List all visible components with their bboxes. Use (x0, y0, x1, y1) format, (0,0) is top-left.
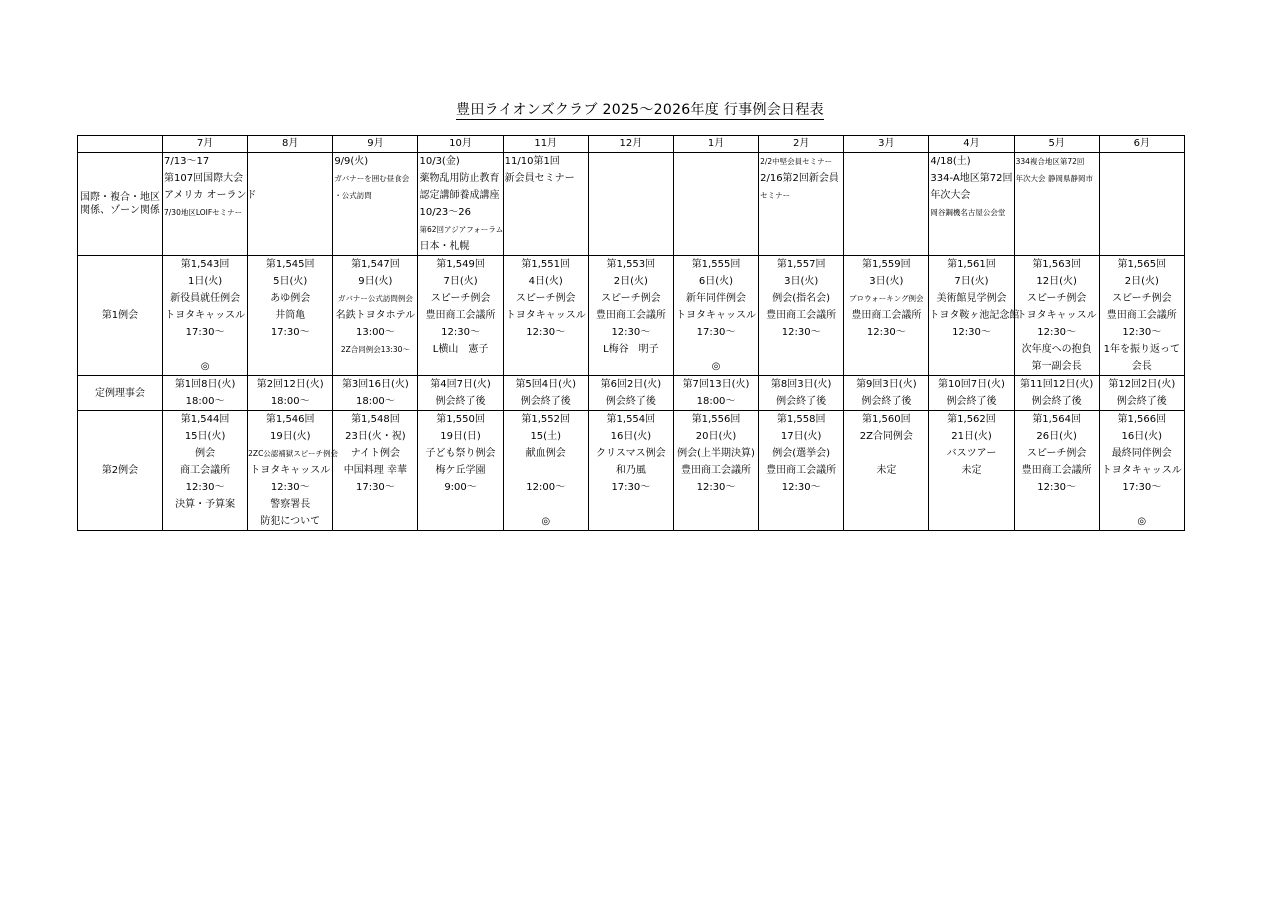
cell-line: 例会終了後 (861, 396, 912, 407)
cell-line: 19日(日) (440, 431, 481, 442)
cell-line: 15(土) (530, 431, 561, 442)
schedule-cell (588, 411, 673, 531)
cell-line: 例会(指名会) (772, 293, 831, 304)
cell-line: 第1,546回 (265, 414, 315, 425)
cell-line: 未定 (961, 465, 982, 476)
cell-line: 7日(火) (954, 276, 989, 287)
schedule-cell (1099, 376, 1184, 411)
cell-line: L梅谷 明子 (603, 344, 659, 355)
month-header: 2月 (759, 136, 844, 153)
cell-line: 4日(火) (528, 276, 563, 287)
cell-line: 第1,559回 (862, 259, 911, 270)
cell-line: 第1,565回 (1117, 259, 1167, 270)
schedule-cell (673, 153, 758, 256)
schedule-cell (844, 153, 929, 256)
cell-line: トヨタキャッスル (1016, 310, 1097, 321)
cell-line: 第1,550回 (436, 414, 485, 425)
cell-line: 例会(選挙会) (772, 448, 831, 459)
cell-line: 第1,547回 (351, 259, 400, 270)
cell-line (504, 462, 588, 479)
cell-line: 年次大会 静岡県静岡市 (1015, 174, 1093, 183)
cell-line: 第6回2日(火) (600, 379, 662, 390)
cell-line: 16日(火) (610, 431, 652, 442)
cell-line: 2/2中堅会員セミナー (760, 157, 833, 166)
cell-line: 第1,552回 (521, 414, 571, 425)
schedule-cell (588, 153, 673, 256)
cell-line: 第1,564回 (1032, 414, 1081, 425)
month-header: 10月 (418, 136, 503, 153)
month-header: 11月 (503, 136, 588, 153)
cell-line (504, 496, 588, 513)
cell-line: 12:30～ (1037, 482, 1077, 493)
cell-line: 次年度への抱負 (1021, 344, 1092, 355)
cell-line: スピーチ例会 (430, 293, 491, 304)
schedule-cell (248, 153, 333, 256)
cell-line: 10/3(金) (419, 156, 460, 167)
schedule-cell (503, 256, 588, 376)
cell-line: トヨタキャッスル (676, 310, 757, 321)
schedule-cell (418, 376, 503, 411)
month-header: 7月 (163, 136, 248, 153)
cell-line: 新役員就任例会 (170, 293, 241, 304)
cell-line: 18:00～ (696, 396, 736, 407)
schedule-cell (844, 411, 929, 531)
cell-line: 会長 (1131, 361, 1152, 372)
month-header: 6月 (1099, 136, 1184, 153)
cell-line: 認定講師養成講座 (419, 190, 500, 201)
schedule-cell (759, 411, 844, 531)
cell-line: 21日(火) (951, 431, 992, 442)
cell-line: 井筒亀 (275, 310, 306, 321)
cell-line: 例会終了後 (520, 396, 571, 407)
cell-line: 第1,555回 (691, 259, 741, 270)
cell-line: 第9回3日(火) (856, 379, 917, 390)
cell-line: 16日(火) (1121, 431, 1163, 442)
cell-line: スピーチ例会 (1111, 293, 1172, 304)
cell-line: 第1回8日(火) (174, 379, 236, 390)
cell-line: 17:30～ (611, 482, 651, 493)
cell-line: 5日(火) (273, 276, 308, 287)
schedule-cell (163, 376, 248, 411)
cell-line: 20日(火) (695, 431, 737, 442)
cell-line: トヨタキャッスル (505, 310, 586, 321)
cell-line: 第10回7日(火) (938, 379, 1005, 390)
cell-line: 梅ケ丘学園 (435, 465, 486, 476)
cell-line: スピーチ例会 (1026, 293, 1087, 304)
schedule-cell (333, 153, 418, 256)
month-header: 8月 (248, 136, 333, 153)
schedule-cell (759, 153, 844, 256)
cell-line: 新会員セミナー (504, 173, 575, 184)
cell-line: あゆ例会 (270, 293, 311, 304)
schedule-table (77, 135, 1185, 531)
cell-line: 例会終了後 (946, 396, 997, 407)
cell-line: 12:30～ (781, 482, 821, 493)
cell-line (844, 445, 928, 462)
cell-line: 2日(火) (613, 276, 648, 287)
cell-line: 1日(火) (187, 276, 223, 287)
schedule-cell (248, 256, 333, 376)
cell-line: 第4回7日(火) (430, 379, 491, 390)
cell-line: 17:30～ (1122, 482, 1162, 493)
cell-line: 第8回3日(火) (770, 379, 832, 390)
row-label: 定例理事会 (78, 376, 163, 411)
cell-line: 12:30～ (1037, 327, 1077, 338)
cell-line: 岡谷鋼機名古屋公会堂 (930, 208, 1006, 217)
cell-line: 例会 (195, 448, 216, 459)
cell-line: 第5回4日(火) (515, 379, 576, 390)
cell-line: 9:00～ (444, 482, 477, 493)
cell-line: 6日(火) (698, 276, 734, 287)
cell-line: 第1,556回 (691, 414, 741, 425)
cell-line: 第2回12日(火) (256, 379, 324, 390)
schedule-cell (929, 153, 1014, 256)
cell-line: 10/23～26 (419, 207, 472, 218)
cell-line: 和乃風 (615, 465, 646, 476)
cell-line: 決算・予算案 (175, 499, 236, 510)
cell-line: 12:30～ (866, 327, 906, 338)
cell-line: 中国料理 幸華 (343, 465, 407, 476)
cell-line: アメリカ オーランド (164, 190, 257, 201)
month-header: 12月 (588, 136, 673, 153)
cell-line: 12日(火) (1036, 276, 1077, 287)
cell-line: セミナー (760, 191, 791, 200)
cell-line (163, 341, 247, 358)
cell-line: 12:30～ (526, 327, 566, 338)
cell-line: 2Z合同例会13:30～ (340, 345, 410, 354)
schedule-cell (844, 376, 929, 411)
cell-line: 防犯について (260, 516, 321, 527)
cell-line: 豊田商工会議所 (1021, 465, 1092, 476)
cell-line: 12:30～ (270, 482, 310, 493)
schedule-row-r4 (78, 411, 1185, 531)
cell-line (1100, 496, 1184, 513)
cell-line: 第11回12日(火) (1020, 379, 1094, 390)
cell-line: スピーチ例会 (515, 293, 576, 304)
cell-line: 12:30～ (185, 482, 225, 493)
cell-line: 9/9(火) (334, 156, 369, 167)
cell-line: 第1,545回 (265, 259, 315, 270)
cell-line: 第一副会長 (1031, 361, 1082, 372)
double-circle-mark: ◎ (711, 361, 721, 372)
schedule-cell (929, 376, 1014, 411)
cell-line: 7日(火) (443, 276, 478, 287)
schedule-cell (418, 411, 503, 531)
schedule-row-r1 (78, 153, 1185, 256)
header-row (78, 136, 1185, 153)
cell-line: 豊田商工会議所 (851, 310, 922, 321)
cell-line: トヨタ鞍ヶ池記念館 (929, 310, 1020, 321)
cell-line: 年次大会 (930, 190, 971, 201)
cell-line: 第7回13日(火) (682, 379, 750, 390)
schedule-cell (929, 256, 1020, 376)
cell-line: ガバナーを囲む昼食会 (334, 174, 410, 183)
schedule-cell (844, 256, 929, 376)
schedule-cell (163, 153, 257, 256)
cell-line: 第1,562回 (947, 414, 996, 425)
cell-line: 9日(火) (358, 276, 393, 287)
cell-line: 12:30～ (611, 327, 651, 338)
title-text: 豊田ライオンズクラブ 2025～2026年度 行事例会日程表 (456, 102, 824, 118)
cell-line: 17日(火) (780, 431, 822, 442)
cell-line: 例会終了後 (435, 396, 486, 407)
schedule-cell (163, 411, 248, 531)
cell-line: 7/13～17 (164, 156, 210, 167)
cell-line: ブロウォーキング例会 (849, 294, 924, 303)
cell-line: 最終同伴例会 (1111, 448, 1172, 459)
schedule-cell (248, 411, 339, 531)
schedule-cell (333, 411, 418, 531)
row-label: 第1例会 (78, 256, 163, 376)
schedule-cell (588, 376, 673, 411)
schedule-cell (163, 256, 248, 376)
cell-line: 未定 (876, 465, 897, 476)
schedule-cell (503, 411, 588, 531)
cell-line: 18:00～ (270, 396, 310, 407)
cell-line: バスツアー (946, 448, 997, 459)
cell-line: 13:00～ (355, 327, 395, 338)
cell-line: 3日(火) (784, 276, 819, 287)
cell-line: 12:30～ (1122, 327, 1162, 338)
cell-line: 17:30～ (696, 327, 736, 338)
schedule-cell (503, 153, 588, 256)
cell-line: 第1,551回 (521, 259, 571, 270)
cell-line: 第1,543回 (180, 259, 230, 270)
month-header: 1月 (673, 136, 758, 153)
cell-line: 第1,560回 (862, 414, 911, 425)
cell-line: 4/18(土) (930, 156, 971, 167)
schedule-cell (1014, 256, 1099, 376)
cell-line: 7/30地区LOIFセミナー (164, 208, 243, 217)
cell-line: 例会終了後 (776, 396, 827, 407)
schedule-cell (418, 153, 503, 256)
cell-line: 子ども祭り例会 (425, 448, 496, 459)
cell-line: 豊田商工会議所 (1106, 310, 1177, 321)
cell-line: 334-A地区第72回 (930, 173, 1013, 184)
cell-line: 第107回国際大会 (164, 173, 244, 184)
cell-line: 15日(火) (184, 431, 226, 442)
schedule-row-r2 (78, 256, 1185, 376)
cell-line: 2日(火) (1124, 276, 1159, 287)
cell-line: 日本・札幌 (419, 241, 470, 252)
cell-line: 12:30～ (441, 327, 480, 338)
cell-line: 第1,553回 (606, 259, 656, 270)
double-circle-mark: ◎ (200, 361, 210, 372)
cell-line: 17:30～ (270, 327, 310, 338)
cell-line: 第1,557回 (776, 259, 826, 270)
cell-line (674, 341, 758, 358)
cell-line: 3日(火) (869, 276, 904, 287)
cell-line: 第1,544回 (180, 414, 230, 425)
cell-line: 豊田商工会議所 (681, 465, 752, 476)
month-header: 9月 (333, 136, 418, 153)
row-label: 国際・複合・地区関係、ゾーン関係 (78, 153, 163, 256)
schedule-cell (333, 256, 418, 376)
header-corner (78, 136, 163, 153)
schedule-cell (673, 256, 758, 376)
schedule-cell (1014, 411, 1099, 531)
cell-line: 第12回2日(火) (1108, 379, 1176, 390)
cell-line: ナイト例会 (350, 448, 401, 459)
cell-line: スピーチ例会 (601, 293, 661, 304)
cell-line: 商工会議所 (180, 465, 231, 476)
double-circle-mark: ◎ (541, 516, 551, 527)
cell-line: 第1,561回 (947, 259, 996, 270)
month-header: 4月 (929, 136, 1014, 153)
month-header: 5月 (1014, 136, 1099, 153)
cell-line: 第3回16日(火) (341, 379, 409, 390)
cell-line: 第1,563回 (1032, 259, 1081, 270)
cell-line: 第1,566回 (1117, 414, 1167, 425)
cell-line: 献血例会 (525, 448, 566, 459)
cell-line: 12:30～ (696, 482, 736, 493)
cell-line: ガバナー公式訪問例会 (337, 294, 413, 303)
cell-line: 例会(上半期決算) (677, 448, 755, 459)
cell-line: 例会終了後 (1116, 396, 1167, 407)
cell-line: 例会終了後 (605, 396, 656, 407)
cell-line: 第1,548回 (351, 414, 400, 425)
cell-line: 第1,549回 (436, 259, 485, 270)
cell-line: 12:30～ (952, 327, 991, 338)
cell-line: 18:00～ (355, 396, 395, 407)
schedule-row-r3 (78, 376, 1185, 411)
cell-line: 豊田商工会議所 (766, 465, 837, 476)
schedule-cell (1099, 153, 1184, 256)
month-header: 3月 (844, 136, 929, 153)
cell-line: 12:30～ (781, 327, 821, 338)
cell-line: 11/10第1回 (504, 156, 560, 167)
schedule-cell (248, 376, 333, 411)
schedule-cell (1099, 256, 1184, 376)
cell-line: 1年を振り返って (1103, 344, 1180, 355)
schedule-cell (759, 376, 844, 411)
cell-line: 2ZC公認補獄スピーチ例会 (248, 449, 339, 458)
cell-line: 17:30～ (355, 482, 395, 493)
schedule-cell (673, 411, 758, 531)
schedule-cell (333, 376, 418, 411)
cell-line: トヨタキャッスル (1101, 465, 1182, 476)
page-title (0, 99, 1280, 119)
cell-line: スピーチ例会 (1026, 448, 1087, 459)
cell-line: 第1,554回 (606, 414, 656, 425)
schedule-cell (673, 376, 758, 411)
cell-line: 2/16第2回新会員 (760, 173, 839, 184)
row-label: 第2例会 (78, 411, 163, 531)
cell-line: トヨタキャッスル (165, 310, 246, 321)
cell-line: 19日(火) (269, 431, 311, 442)
schedule-cell (929, 411, 1014, 531)
cell-line: 23日(火・祝) (345, 431, 406, 442)
cell-line: 美術館見学例会 (936, 293, 1007, 304)
cell-line: 豊田商工会議所 (425, 310, 496, 321)
cell-line: 豊田商工会議所 (766, 310, 837, 321)
schedule-cell (759, 256, 844, 376)
cell-line: 18:00～ (185, 396, 225, 407)
cell-line: クリスマス例会 (596, 448, 666, 459)
cell-line: 新年同伴例会 (686, 293, 747, 304)
cell-line: 薬物乱用防止教育 (419, 173, 500, 184)
cell-line: 名鉄トヨタホテル (335, 310, 416, 321)
cell-line: 豊田商工会議所 (595, 310, 666, 321)
cell-line: 第1,558回 (776, 414, 826, 425)
double-circle-mark: ◎ (1137, 516, 1147, 527)
cell-line: トヨタキャッスル (250, 465, 331, 476)
cell-line: 26日(火) (1036, 431, 1077, 442)
cell-line: 第62回アジアフォーラム (419, 225, 504, 234)
schedule-cell (1014, 376, 1099, 411)
cell-line: 例会終了後 (1031, 396, 1082, 407)
cell-line: 17:30～ (185, 327, 225, 338)
schedule-cell (418, 256, 503, 376)
cell-line: 12:00～ (526, 482, 566, 493)
schedule-cell (1014, 153, 1099, 256)
schedule-cell (503, 376, 588, 411)
cell-line: ・公式訪問 (334, 191, 372, 200)
cell-line: 2Z合同例会 (859, 431, 913, 442)
schedule-cell (1099, 411, 1184, 531)
cell-line: L横山 憲子 (432, 344, 489, 355)
schedule-cell (588, 256, 673, 376)
cell-line: 334複合地区第72回 (1015, 157, 1085, 166)
cell-line: 警察署長 (270, 499, 311, 510)
